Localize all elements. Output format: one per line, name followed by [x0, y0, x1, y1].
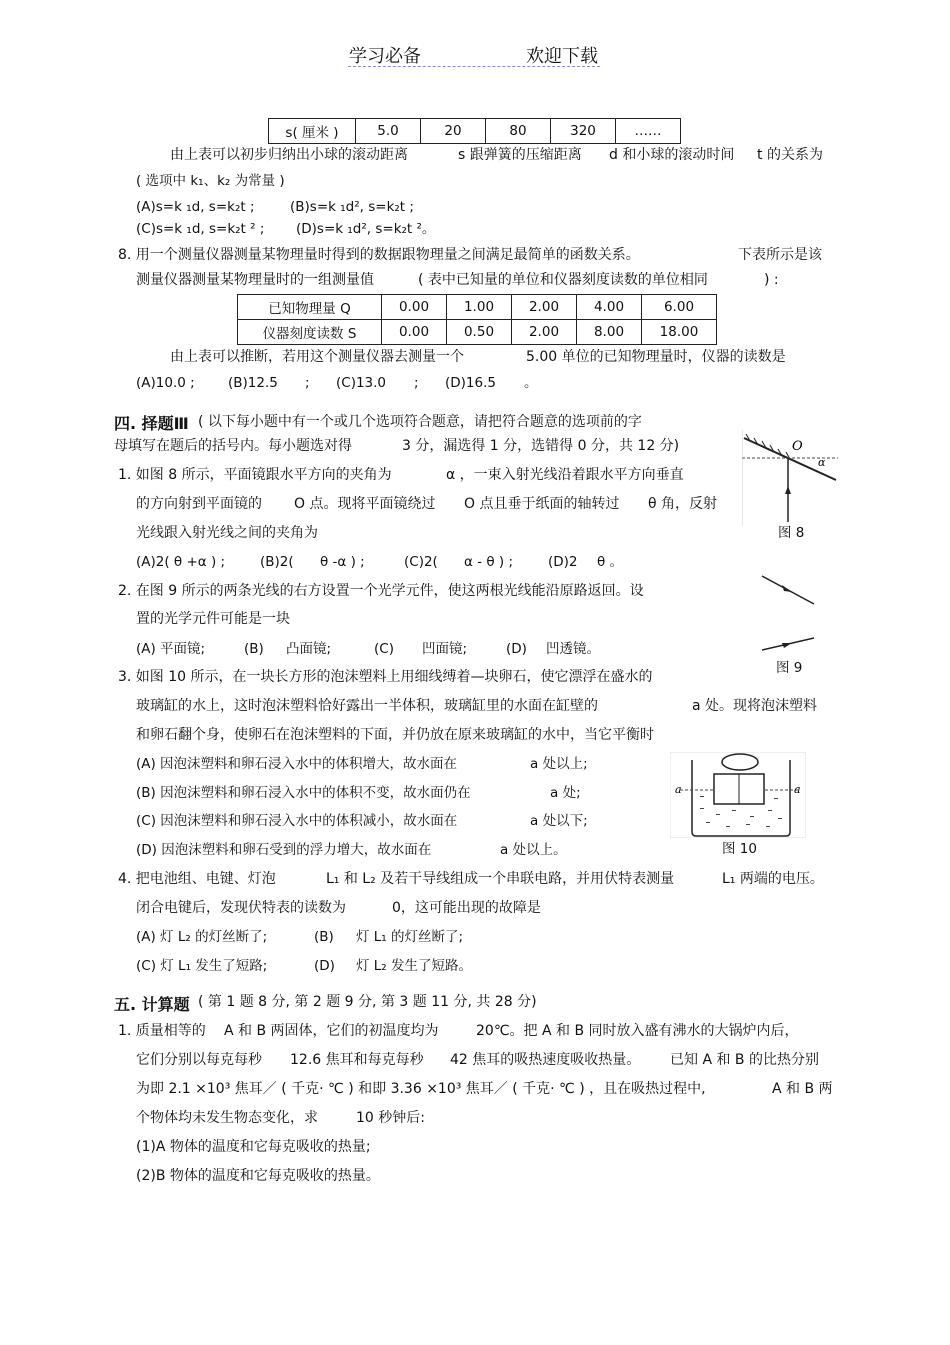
header-left: 学习必备	[349, 46, 421, 67]
pebble	[722, 754, 758, 770]
measurement-table	[237, 294, 717, 345]
s5q1-line-1a: 1. 质量相等的	[118, 1023, 206, 1039]
table-cell: 0.00	[382, 295, 447, 320]
s4q3-line-2a: 玻璃缸的水上，这时泡沫塑料恰好露出一半体积，玻璃缸里的水面在缸壁的	[136, 698, 598, 714]
q8-line-3a: 由上表可以推断，若用这个测量仪器去测量一个	[170, 349, 464, 365]
q8-option-c: (C)13.0	[336, 375, 387, 391]
s4q2-option-a: (A) 平面镜;	[136, 641, 206, 657]
s5q1-line-2a: 它们分别以每克每秒	[136, 1052, 262, 1068]
s4q3-option-b-end: a 处;	[550, 785, 581, 801]
q8-option-b-sep: ;	[305, 375, 310, 391]
table-cell: 20	[421, 119, 486, 144]
a-label-left: a	[675, 783, 682, 796]
table-cell: 6.00	[642, 295, 717, 320]
section-4-title: 四. 择题Ⅲ	[114, 414, 189, 433]
s4q3-option-b: (B) 因泡沫塑料和卵石浸入水中的体积不变，故水面仍在	[136, 785, 471, 801]
table-cell: 2.00	[512, 295, 577, 320]
s4q4-option-a: (A) 灯 L₂ 的灯丝断了;	[136, 929, 268, 945]
q7-stem-4: t 的关系为	[757, 147, 823, 163]
table-cell: 0.50	[447, 320, 512, 345]
s4q4-line-1c: L₁ 两端的电压。	[722, 871, 824, 887]
table-cell: 18.00	[642, 320, 717, 345]
s5q1-line-3a: 为即 2.1 ×10³ 焦耳／ ( 千克· ℃ ) 和即 3.36 ×10³ 焦耳／ ( 千克· ℃ ) ，且在吸热过程中,	[136, 1081, 706, 1097]
q8-line-2c: ) :	[764, 272, 779, 288]
q8-line-1b: 下表所示是该	[738, 247, 822, 263]
s4q4-option-d: (D)	[314, 958, 335, 974]
s4q2-option-d-text: 凹透镜。	[546, 641, 600, 657]
s4q1-line-1a: 1. 如图 8 所示，平面镜跟水平方向的夹角为	[118, 467, 392, 483]
q7-stem-1: 由上表可以初步归纳出小球的滚动距离	[170, 147, 408, 163]
q8-option-a: (A)10.0 ;	[136, 375, 195, 391]
q8-option-c-sep: ;	[414, 375, 419, 391]
figure-10-caption: 图 10	[722, 841, 757, 857]
s5q1-part-2: (2)B 物体的温度和它每克吸收的热量。	[136, 1168, 380, 1184]
arrow-icon	[782, 643, 792, 648]
table-cell: 5.0	[356, 119, 421, 144]
figure-9-caption: 图 9	[776, 660, 803, 676]
s4q2-line-2: 置的光学元件可能是一块	[136, 611, 290, 627]
table-cell: 8.00	[577, 320, 642, 345]
table-cell: 0.00	[382, 320, 447, 345]
q8-option-d: (D)16.5	[445, 375, 496, 391]
s4q4-option-b: (B)	[314, 929, 334, 945]
section-4-intro-1: ( 以下每小题中有一个或几个选项符合题意，请把符合题意的选项前的字	[198, 414, 642, 430]
q8-option-d-sep: 。	[524, 375, 538, 391]
row-label: 已知物理量 Q	[238, 295, 382, 320]
q7-option-a: (A)s=k ₁d, s=k₂t ;	[136, 199, 255, 215]
table-cell: ……	[616, 119, 681, 144]
table-cell: 4.00	[577, 295, 642, 320]
s4q3-option-d: (D) 因泡沫塑料和卵石受到的浮力增大，故水面在	[136, 842, 432, 858]
row-label: 仪器刻度读数 S	[238, 320, 382, 345]
s4q4-line-1a: 4. 把电池组、电键、灯泡	[118, 871, 276, 887]
s4q3-option-c-end: a 处以下;	[530, 813, 588, 829]
s4q1-option-d-expr: θ 。	[597, 554, 624, 570]
s4q1-option-c: (C)2(	[404, 554, 438, 570]
s4q1-line-3: 光线跟入射光线之间的夹角为	[136, 525, 318, 541]
s4q4-option-d-text: 灯 L₂ 发生了短路。	[356, 958, 473, 974]
s4q1-line-2a: 的方向射到平面镜的	[136, 496, 262, 512]
q7-option-b: (B)s=k ₁d², s=k₂t ;	[290, 199, 414, 215]
s4q4-line-2b: 0，这可能出现的故障是	[392, 900, 541, 916]
s5q1-line-2c: 42 焦耳的吸热速度吸收热量。	[450, 1052, 641, 1068]
section-4-intro-2a: 母填写在题后的括号内。每小题选对得	[114, 438, 352, 454]
s4q1-option-b: (B)2(	[260, 554, 294, 570]
s5q1-line-1b: A 和 B 两固体，它们的初温度均为	[224, 1023, 439, 1039]
s5q1-line-2b: 12.6 焦耳和每克每秒	[290, 1052, 424, 1068]
figure-9-light-rays	[760, 568, 820, 656]
s4q1-line-1b: α ，一束入射光线沿着跟水平方向垂直	[446, 467, 684, 483]
s4q4-option-b-text: 灯 L₁ 的灯丝断了;	[356, 929, 464, 945]
distance-table	[268, 118, 681, 144]
s4q2-option-d: (D)	[506, 641, 527, 657]
table-cell: 1.00	[447, 295, 512, 320]
s4q4-line-1b: L₁ 和 L₂ 及若干导线组成一个串联电路，并用伏特表测量	[326, 871, 675, 887]
s5q1-part-1: (1)A 物体的温度和它每克吸收的热量;	[136, 1139, 371, 1155]
s4q2-option-c-text: 凹面镜;	[422, 641, 468, 657]
q7-stem-2: s 跟弹簧的压缩距离	[458, 147, 582, 163]
s5q1-line-1c: 20℃。把 A 和 B 同时放入盛有沸水的大锅炉内后，	[476, 1023, 799, 1039]
s4q1-line-2b: O 点。现将平面镜绕过	[294, 496, 436, 512]
q7-note: ( 选项中 k₁、k₂ 为常量 )	[136, 173, 285, 189]
table-cell: 2.00	[512, 320, 577, 345]
s4q3-option-c: (C) 因泡沫塑料和卵石浸入水中的体积减小，故水面在	[136, 813, 458, 829]
s5q1-line-4b: 10 秒钟后:	[356, 1110, 425, 1126]
s4q3-option-d-end: a 处以上。	[500, 842, 567, 858]
header-divider	[348, 66, 600, 67]
figure-10-tank-diagram	[670, 752, 806, 838]
point-o-label: O	[792, 439, 803, 454]
s4q3-option-a-end: a 处以上;	[530, 756, 588, 772]
s5q1-line-3b: A 和 B 两	[772, 1081, 833, 1097]
q8-option-b: (B)12.5	[228, 375, 278, 391]
q8-line-1a: 8. 用一个测量仪器测量某物理量时得到的数据跟物理量之间满足最简单的函数关系。	[118, 247, 640, 263]
s4q2-option-b: (B)	[244, 641, 264, 657]
q7-option-d: (D)s=k ₁d², s=k₂t ²。	[296, 221, 436, 237]
s4q3-line-3: 和卵石翻个身，使卵石在泡沫塑料的下面，并仍放在原来玻璃缸的水中，当它平衡时	[136, 727, 654, 743]
q7-stem-3: d 和小球的滚动时间	[609, 147, 735, 163]
s4q2-option-c: (C)	[374, 641, 394, 657]
q8-line-2b: ( 表中已知量的单位和仪器刻度读数的单位相同	[418, 272, 708, 288]
s4q1-option-b-expr: θ -α ) ;	[320, 554, 365, 570]
q7-option-c: (C)s=k ₁d, s=k₂t ² ;	[136, 221, 265, 237]
table-cell: 80	[486, 119, 551, 144]
figure-8-caption: 图 8	[778, 525, 805, 541]
s4q1-line-2c: O 点且垂于纸面的轴转过	[464, 496, 620, 512]
header-right: 欢迎下载	[526, 46, 598, 67]
figure-8-mirror-diagram	[742, 430, 838, 526]
s4q3-option-a: (A) 因泡沫塑料和卵石浸入水中的体积增大，故水面在	[136, 756, 458, 772]
s4q4-line-2a: 闭合电键后，发现伏特表的读数为	[136, 900, 346, 916]
arrow-up-icon	[785, 486, 791, 494]
section-5-title: 五. 计算题	[114, 995, 190, 1014]
arrow-icon	[782, 585, 792, 592]
s5q1-line-2d: 已知 A 和 B 的比热分别	[670, 1052, 819, 1068]
s4q1-option-c-expr: α - θ ) ;	[464, 554, 514, 570]
s4q1-line-2d: θ 角，反射	[648, 496, 718, 512]
s4q3-line-1: 3. 如图 10 所示，在一块长方形的泡沫塑料上用细线缚着—块卵石，使它漂浮在盛水的	[118, 669, 653, 685]
table-header-cell: s( 厘米 )	[269, 119, 356, 144]
s4q3-line-2b: a 处。现将泡沫塑料	[692, 698, 818, 714]
s4q2-line-1: 2. 在图 9 所示的两条光线的右方设置一个光学元件，使这两根光线能沿原路返回。设	[118, 583, 644, 599]
s4q1-option-a: (A)2( θ +α ) ;	[136, 554, 226, 570]
q8-line-3b: 5.00 单位的已知物理量时，仪器的读数是	[526, 349, 786, 365]
section-4-intro-2b: 3 分，漏选得 1 分，选错得 0 分，共 12 分)	[402, 438, 680, 454]
s5q1-line-4a: 个物体均未发生物态变化，求	[136, 1110, 318, 1126]
s4q2-option-b-text: 凸面镜;	[286, 641, 332, 657]
s4q1-option-d: (D)2	[548, 554, 578, 570]
alpha-label: α	[818, 456, 826, 469]
a-label-right: a	[794, 783, 801, 796]
q8-line-2a: 测量仪器测量某物理量时的一组测量值	[136, 272, 374, 288]
table-cell: 320	[551, 119, 616, 144]
s4q4-option-c: (C) 灯 L₁ 发生了短路;	[136, 958, 268, 974]
section-5-intro: ( 第 1 题 8 分, 第 2 题 9 分, 第 3 题 11 分, 共 28 分)	[198, 994, 537, 1010]
